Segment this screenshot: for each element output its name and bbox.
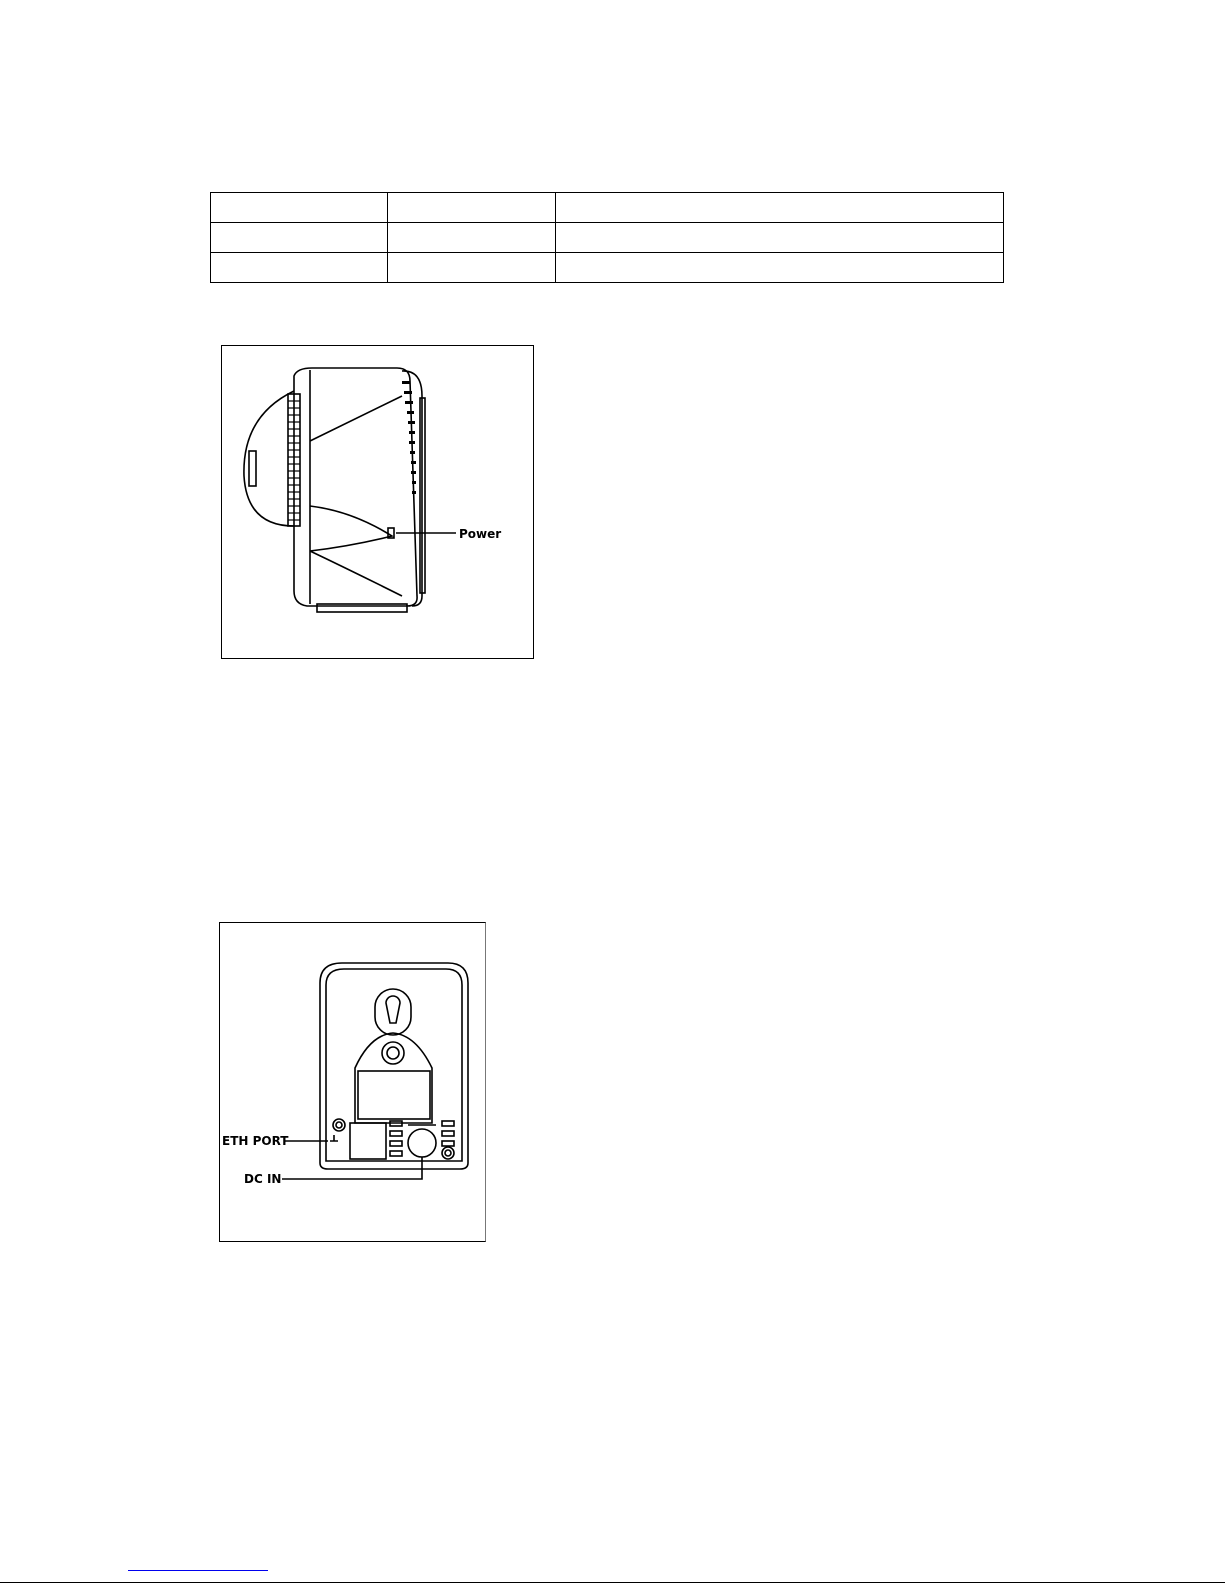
footer-link-underline[interactable] [128,1570,268,1571]
table-row [211,253,1004,283]
table-cell [211,253,388,283]
camera-side-illustration [222,346,533,658]
eth-port-callout-label: ETH PORT [222,1134,289,1148]
table-cell [388,223,556,253]
camera-rear-view-figure [219,922,486,1242]
camera-rear-illustration [220,923,485,1241]
table-cell [388,193,556,223]
table-cell [211,223,388,253]
table-cell [556,223,1004,253]
power-callout-label: Power [459,527,502,541]
table-cell [556,253,1004,283]
led-table [210,192,1004,283]
table-cell [388,253,556,283]
table-cell [556,193,1004,223]
table-cell [211,193,388,223]
camera-side-view-figure [221,345,534,659]
footer-divider [0,1582,1225,1583]
dc-in-callout-label: DC IN [244,1172,282,1186]
table-row [211,193,1004,223]
table-row [211,223,1004,253]
